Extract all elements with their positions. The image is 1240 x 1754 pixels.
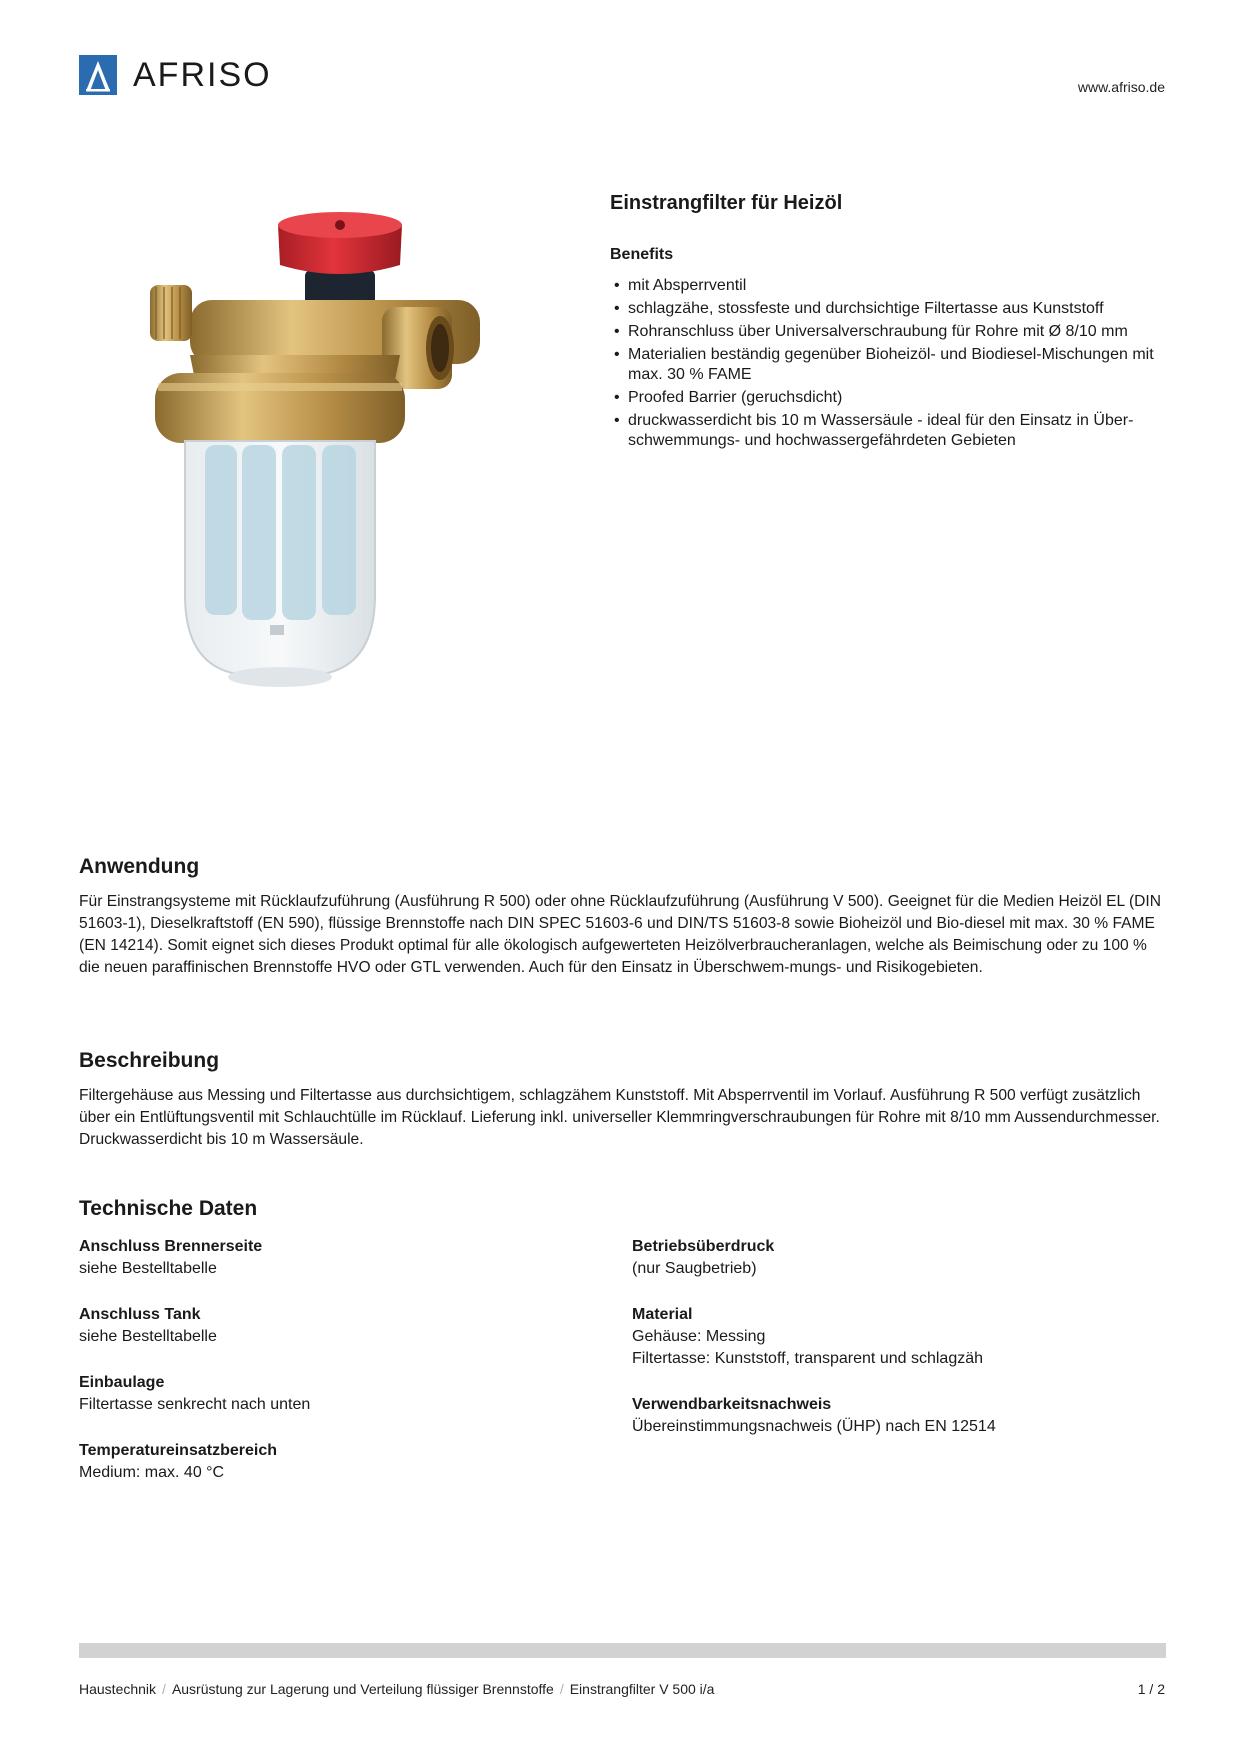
tech-data-label: Material [632,1306,693,1323]
website-link[interactable]: www.afriso.de [1077,79,1165,95]
tech-data-value: Übereinstimmungsnachweis (ÜHP) nach EN 12514 [632,1418,996,1435]
product-image [150,205,530,775]
tech-data-value: Filtertasse: Kunststoff, transparent und schlagzäh [632,1350,984,1367]
section-title-beschreibung: Beschreibung [79,1049,220,1072]
tech-data-label: Einbaulage [79,1374,165,1391]
tech-data-value: Filtertasse senkrecht nach unten [79,1396,311,1413]
tech-data-item [632,1304,1132,1370]
brand-logo [79,55,272,95]
benefits-list [612,276,1172,454]
section-title-technische-daten: Technische Daten [79,1197,258,1220]
footer-bar [79,1643,1166,1658]
tech-data-right-column [632,1236,1132,1462]
anwendung-text: Für Einstrangsysteme mit Rücklaufzuführung (Ausführung R 500) oder ohne Rücklaufzuführung (Ausführung V 500). Geeignet für die Medien Heizöl EL (DIN 51603-1), Dieselkraftstoff (EN 590), flüssige Brennstoffe nach DIN SPEC 51603-6 und DIN/TS 51603-8 sowie Bioheizöl und Bio-diesel mit max. 30 % FAME (EN 14214). Somit eignet sich dieses Produkt optimal für alle ökologisch aufgewerteten Heizölverbraucheranlagen, welche als Beimischung oder zu 100 % die neuen paraffinischen Brennstoffe HVO oder GTL verwenden. Auch für den Einsatz in Überschwem-mungs- und Risikogebieten. [79,893,1162,976]
tech-data-label: Anschluss Tank [79,1306,201,1323]
breadcrumb-item[interactable]: Haustechnik [79,1681,157,1697]
benefit-item: • Materialien beständig gegenüber Bioheizöl- und Biodiesel-Mischungen mit max. 30 % FAME [612,345,1172,385]
logo-mark-icon [79,55,117,95]
tech-data-label: Anschluss Brennerseite [79,1238,263,1255]
tech-data-item [632,1394,1132,1438]
tech-data-item [79,1236,579,1280]
tech-data-left-column [79,1236,579,1508]
page-number: 1 / 2 [1137,1681,1165,1697]
breadcrumb [79,1681,714,1697]
tech-data-item [79,1440,579,1484]
tech-data-value: Gehäuse: Messing [632,1328,766,1345]
product-title: Einstrangfilter für Heizöl [610,192,843,214]
beschreibung-text: Filtergehäuse aus Messing und Filtertasse aus durchsichtigem, schlagzähem Kunststoff. Mit Absperrventil im Vorlauf. Ausführung R 500 verfügt zusätzlich über ein Entlüftungsventil mit Schlauchtülle im Rücklauf. Lieferung inkl. universeller Klemmringverschraubungen für Rohre mit 8/10 mm Aussendurchmesser. Druckwasserdicht bis 10 m Wassersäule. [79,1087,1160,1148]
breadcrumb-separator: / [162,1681,166,1697]
benefit-item: • druckwasserdicht bis 10 m Wassersäule - ideal für den Einsatz in Über-schwemmungs- und hochwassergefährdeten Gebieten [612,411,1172,451]
benefit-item: • schlagzähe, stossfeste und durchsichtige Filtertasse aus Kunststoff [612,299,1172,319]
benefit-item: • mit Absperrventil [612,276,1172,296]
breadcrumb-separator: / [559,1681,564,1697]
tech-data-value: siehe Bestelltabelle [79,1260,217,1277]
tech-data-value: siehe Bestelltabelle [79,1328,217,1345]
benefit-item: • Proofed Barrier (geruchsdicht) [612,388,1172,408]
breadcrumb-item[interactable]: Einstrangfilter V 500 i/a [569,1681,715,1697]
tech-data-item [79,1304,579,1348]
tech-data-item [632,1236,1132,1280]
benefits-heading: Benefits [610,246,674,263]
tech-data-label: Verwendbarkeitsnachweis [632,1396,832,1413]
tech-data-item [79,1372,579,1416]
tech-data-value: (nur Saugbetrieb) [632,1260,757,1277]
breadcrumb-item[interactable]: Ausrüstung zur Lagerung und Verteilung flüssiger Brennstoffe [171,1681,554,1697]
tech-data-label: Temperatureinsatzbereich [79,1442,277,1459]
tech-data-value: Medium: max. 40 °C [79,1464,225,1481]
benefit-item: • Rohranschluss über Universalverschraubung für Rohre mit Ø 8/10 mm [612,322,1172,342]
section-title-anwendung: Anwendung [79,855,200,878]
brand-name: AFRISO [133,56,272,94]
tech-data-label: Betriebsüberdruck [632,1238,775,1255]
